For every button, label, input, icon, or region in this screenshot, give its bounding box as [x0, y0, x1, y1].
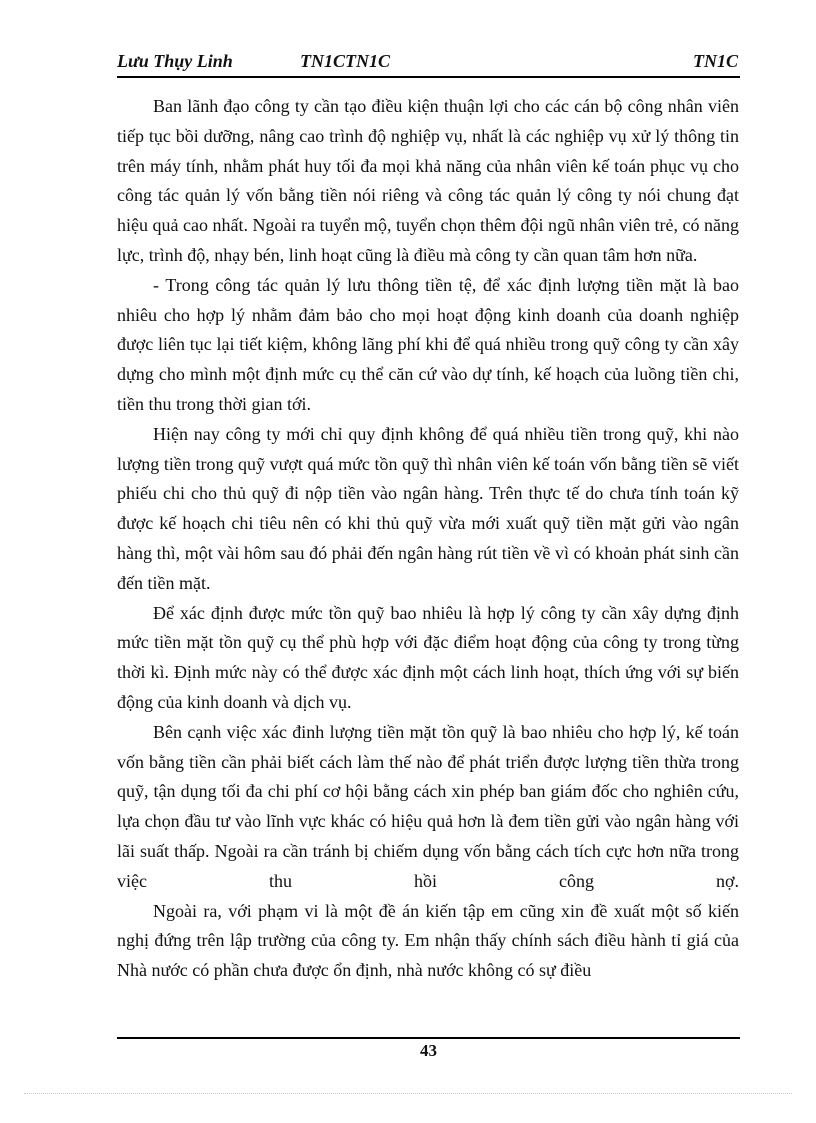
- footer-rule: [117, 1037, 740, 1039]
- bottom-dotted-border: [24, 1093, 792, 1094]
- paragraph-cash-norm: Để xác định được mức tồn quỹ bao nhiêu là hợp lý công ty cần xây dựng định mức tiền mặt tồn quỹ cụ thể phù hợp với đặc điểm hoạt động của công ty trong từng thời kì. Định mức này có thể được xác định một cách linh hoạt, thích ứng với sự biến động của kinh doanh và dịch vụ.: [117, 602, 739, 712]
- header-rule: [117, 76, 740, 78]
- header-author: Lưu Thụy Linh: [117, 51, 233, 71]
- header-code: TN1CTN1C: [300, 51, 390, 71]
- paragraph-cash-management: - Trong công tác quản lý lưu thông tiền tệ, để xác định lượng tiền mặt là bao nhiêu cho hợp lý nhằm đảm bảo cho mọi hoạt động kinh doanh của doanh nghiệp được liên tục lại tiết kiệm, không lãng phí khi để quá nhiều trong quỹ công ty cần xây dựng cho mình một định mức cụ thể căn cứ vào dự tính, kế hoạch của luồng tiền chi, tiền thu trong thời gian tới.: [117, 274, 739, 414]
- page-header: [117, 48, 740, 74]
- paragraph-surplus-cash: Bên cạnh việc xác đinh lượng tiền mặt tồn quỹ là bao nhiêu cho hợp lý, kế toán vốn bằng tiền cần phải biết cách làm thế nào để phát triển được lượng tiền thừa trong quỹ, tận dụng tối đa chi phí cơ hội bằng cách xin phép ban giám đốc cho nghiên cứu, lựa chọn đầu tư vào lĩnh vực khác có hiệu quả hơn là đem tiền gửi vào ngân hàng với lãi suất thấp. Ngoài ra cần tránh bị chiếm dụng vốn bằng cách tích cực hơn nữa trong việc thu hồi công nợ.: [117, 721, 739, 891]
- paragraph-recommendations: Ngoài ra, với phạm vi là một đề án kiến tập em cũng xin đề xuất một số kiến nghị đứng trên lập trường của công ty. Em nhận thấy chính sách điều hành tỉ giá của Nhà nước có phần chưa được ổn định, nhà nước không có sự điều: [117, 900, 739, 981]
- page-number: 43: [420, 1041, 437, 1060]
- paragraph-current-practice: Hiện nay công ty mới chỉ quy định không để quá nhiều tiền trong quỹ, khi nào lượng tiền trong quỹ vượt quá mức tồn quỹ thì nhân viên kế toán vốn bằng tiền sẽ viết phiếu chi cho thủ quỹ đi nộp tiền vào ngân hàng. Trên thực tế do chưa tính toán kỹ được kế hoạch chi tiêu nên có khi thủ quỹ vừa mới xuất quỹ tiền mặt gửi vào ngân hàng thì, một vài hôm sau đó phải đến ngân hàng rút tiền về vì có khoản phát sinh cần đến tiền mặt.: [117, 423, 739, 593]
- page-body: [117, 92, 739, 986]
- paragraph-staff-training: Ban lãnh đạo công ty cần tạo điều kiện thuận lợi cho các cán bộ công nhân viên tiếp tục bồi dưỡng, nâng cao trình độ nghiệp vụ, nhất là các nghiệp vụ xử lý thông tin trên máy tính, nhằm phát huy tối đa mọi khả năng của nhân viên kế toán phục vụ cho công tác quản lý vốn bằng tiền nói riêng và công tác quản lý công ty nói chung đạt hiệu quả cao nhất. Ngoài ra tuyển mộ, tuyển chọn thêm đội ngũ nhân viên trẻ, có năng lực, trình độ, nhạy bén, linh hoạt cũng là điều mà công ty cần quan tâm hơn nữa.: [117, 96, 739, 265]
- header-right-code: TN1C: [693, 51, 738, 71]
